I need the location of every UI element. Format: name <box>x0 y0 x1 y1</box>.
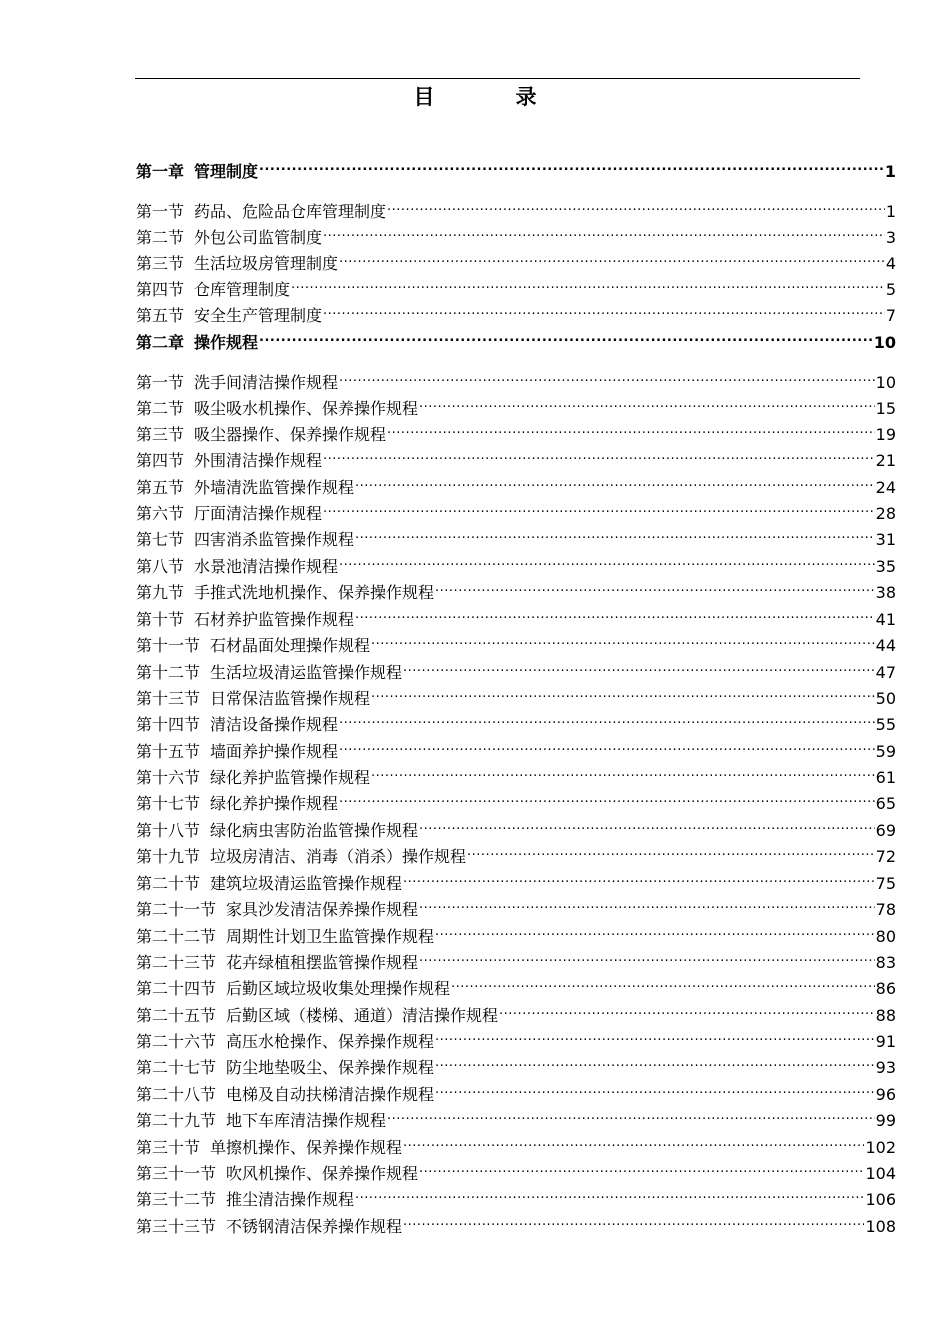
toc-dot-leader <box>419 1157 864 1179</box>
toc-entry-number: 第十三节 <box>136 689 201 708</box>
toc-page-number: 5 <box>885 280 896 299</box>
toc-section-entry[interactable] <box>136 629 896 655</box>
toc-entry-label <box>136 1110 386 1132</box>
toc-section-entry[interactable] <box>136 221 896 247</box>
toc-entry-number: 第三节 <box>136 254 185 273</box>
toc-entry-label <box>136 978 450 1000</box>
toc-entry-label <box>136 714 338 736</box>
toc-page-number: 35 <box>875 557 896 576</box>
toc-dot-leader <box>387 418 875 440</box>
toc-dot-leader <box>371 761 875 783</box>
toc-dot-leader <box>339 366 875 388</box>
toc-dot-leader <box>371 629 875 651</box>
toc-entry-label <box>136 952 418 974</box>
toc-section-entry[interactable] <box>136 273 896 299</box>
toc-page-number: 15 <box>875 399 896 418</box>
toc-entry-label <box>136 820 418 842</box>
toc-section-entry[interactable] <box>136 893 896 919</box>
toc-entry-label <box>136 926 434 948</box>
toc-entry-number: 第十九节 <box>136 847 201 866</box>
toc-entry-number: 第一节 <box>136 202 185 221</box>
toc-section-entry[interactable] <box>136 523 896 549</box>
toc-dot-leader <box>339 787 875 809</box>
toc-section-entry[interactable] <box>136 787 896 813</box>
toc-entry-title: 生活垃圾房管理制度 <box>194 254 339 273</box>
toc-entry-label <box>136 635 370 657</box>
toc-section-entry[interactable] <box>136 1131 896 1157</box>
toc-dot-leader <box>339 735 875 757</box>
toc-entry-title: 外包公司监管制度 <box>194 228 323 247</box>
toc-dot-leader <box>323 299 885 321</box>
toc-dot-leader <box>419 392 875 414</box>
toc-entry-number: 第十五节 <box>136 742 201 761</box>
toc-entry-title: 绿化养护监管操作规程 <box>210 768 371 787</box>
toc-entry-number: 第二十二节 <box>136 927 217 946</box>
toc-entry-number: 第三节 <box>136 425 185 444</box>
toc-page-number: 83 <box>875 953 896 972</box>
toc-page-number: 78 <box>875 900 896 919</box>
toc-dot-leader <box>259 326 873 348</box>
toc-entry-label <box>136 372 338 394</box>
toc-entry-number: 第五节 <box>136 306 185 325</box>
toc-page-number: 96 <box>875 1085 896 1104</box>
toc-page-number: 10 <box>875 373 896 392</box>
toc-entry-number: 第一章 <box>136 162 185 181</box>
toc-section-entry[interactable] <box>136 392 896 418</box>
toc-entry-number: 第十二节 <box>136 663 201 682</box>
toc-entry-label <box>136 253 338 275</box>
toc-entry-number: 第四节 <box>136 451 185 470</box>
toc-entry-number: 第二章 <box>136 333 185 352</box>
toc-section-entry[interactable] <box>136 999 896 1025</box>
toc-section-entry[interactable] <box>136 1078 896 1104</box>
toc-section-entry[interactable] <box>136 576 896 602</box>
toc-entry-number: 第二十六节 <box>136 1032 217 1051</box>
toc-page-number: 3 <box>885 228 896 247</box>
toc-entry-title: 墙面养护操作规程 <box>210 742 339 761</box>
toc-entry-number: 第二十八节 <box>136 1085 217 1104</box>
toc-entry-label <box>136 899 418 921</box>
toc-entry-title: 推尘清洁操作规程 <box>226 1190 355 1209</box>
toc-dot-leader <box>403 656 875 678</box>
toc-dot-leader <box>323 497 875 519</box>
page-title: 目 录 <box>413 85 567 109</box>
toc-section-entry[interactable] <box>136 195 896 221</box>
toc-entry-title: 单擦机操作、保养操作规程 <box>210 1138 403 1157</box>
toc-section-entry[interactable] <box>136 708 896 734</box>
toc-entry-title: 四害消杀监管操作规程 <box>194 530 355 549</box>
toc-entry-title: 绿化病虫害防治监管操作规程 <box>210 821 419 840</box>
toc-entry-label <box>136 741 338 763</box>
toc-entry-label <box>136 201 386 223</box>
toc-entry-title: 绿化养护操作规程 <box>210 794 339 813</box>
toc-entry-number: 第三十二节 <box>136 1190 217 1209</box>
toc-entry-title: 电梯及自动扶梯清洁操作规程 <box>226 1085 435 1104</box>
toc-page-number: 75 <box>875 874 896 893</box>
toc-entry-label <box>136 793 338 815</box>
toc-dot-leader <box>451 972 875 994</box>
toc-section-entry[interactable] <box>136 814 896 840</box>
toc-entry-number: 第二十一节 <box>136 900 217 919</box>
toc-section-entry[interactable] <box>136 471 896 497</box>
toc-entry-number: 第十节 <box>136 610 185 629</box>
toc-dot-leader <box>259 155 884 177</box>
toc-dot-leader <box>371 682 875 704</box>
toc-page-number: 28 <box>875 504 896 523</box>
toc-entry-title: 花卉绿植租摆监管操作规程 <box>226 953 419 972</box>
toc-dot-leader <box>435 576 875 598</box>
toc-entry-label <box>136 332 258 354</box>
toc-page-number: 72 <box>875 847 896 866</box>
toc-entry-label <box>136 1057 434 1079</box>
toc-entry-number: 第十六节 <box>136 768 201 787</box>
toc-dot-leader <box>339 708 875 730</box>
toc-section-entry[interactable] <box>136 656 896 682</box>
toc-page-number: 59 <box>875 742 896 761</box>
toc-entry-number: 第十七节 <box>136 794 201 813</box>
toc-entry-label <box>136 556 338 578</box>
toc-page-number: 102 <box>865 1138 896 1157</box>
toc-entry-title: 手推式洗地机操作、保养操作规程 <box>194 583 435 602</box>
toc-entry-label <box>136 1005 498 1027</box>
toc-section-entry[interactable] <box>136 1025 896 1051</box>
toc-entry-label <box>136 305 322 327</box>
toc-dot-leader <box>403 867 875 889</box>
toc-section-entry[interactable] <box>136 1210 896 1236</box>
toc-entry-title: 洗手间清洁操作规程 <box>194 373 339 392</box>
toc-entry-number: 第四节 <box>136 280 185 299</box>
toc-entry-number: 第三十三节 <box>136 1217 217 1236</box>
toc-entry-label <box>136 1031 434 1053</box>
toc-entry-title: 后勤区域（楼梯、通道）清洁操作规程 <box>226 1006 499 1025</box>
toc-entry-number: 第二十节 <box>136 874 201 893</box>
toc-dot-leader <box>403 1131 864 1153</box>
toc-section-entry[interactable] <box>136 735 896 761</box>
toc-entry-label <box>136 688 370 710</box>
toc-entry-title: 药品、危险品仓库管理制度 <box>194 202 387 221</box>
toc-entry-label <box>136 279 290 301</box>
toc-entry-label <box>136 227 322 249</box>
toc-entry-title: 管理制度 <box>194 162 259 181</box>
toc-entry-number: 第十一节 <box>136 636 201 655</box>
toc-page-number: 47 <box>875 663 896 682</box>
toc-entry-label <box>136 1189 354 1211</box>
toc-entry-title: 外围清洁操作规程 <box>194 451 323 470</box>
toc-section-entry[interactable] <box>136 444 896 470</box>
toc-entry-label <box>136 161 258 183</box>
toc-entry-title: 建筑垃圾清运监管操作规程 <box>210 874 403 893</box>
toc-entry-title: 外墙清洗监管操作规程 <box>194 478 355 497</box>
toc-entry-title: 吸尘器操作、保养操作规程 <box>194 425 387 444</box>
toc-page-number: 7 <box>885 306 896 325</box>
toc-section-entry[interactable] <box>136 1183 896 1209</box>
toc-page-number: 1 <box>884 162 896 181</box>
toc-entry-label <box>136 477 354 499</box>
toc-page-number: 106 <box>865 1190 896 1209</box>
toc-section-entry[interactable] <box>136 497 896 523</box>
toc-page-number: 44 <box>875 636 896 655</box>
toc-entry-label <box>136 1084 434 1106</box>
toc-entry-title: 垃圾房清洁、消毒（消杀）操作规程 <box>210 847 467 866</box>
toc-page-number: 21 <box>875 451 896 470</box>
toc-entry-label <box>136 767 370 789</box>
toc-section-entry[interactable] <box>136 603 896 629</box>
toc-section-entry[interactable] <box>136 299 896 325</box>
toc-section-entry[interactable] <box>136 418 896 444</box>
toc-section-entry[interactable] <box>136 1157 896 1183</box>
toc-entry-label <box>136 609 354 631</box>
toc-dot-leader <box>499 999 875 1021</box>
toc-entry-label <box>136 529 354 551</box>
toc-entry-number: 第十四节 <box>136 715 201 734</box>
toc-page-number: 108 <box>865 1217 896 1236</box>
toc-page-number: 99 <box>875 1111 896 1130</box>
toc-entry-number: 第二节 <box>136 228 185 247</box>
toc-entry-title: 后勤区域垃圾收集处理操作规程 <box>226 979 451 998</box>
toc-dot-leader <box>435 1078 875 1100</box>
toc-dot-leader <box>467 840 875 862</box>
toc-entry-number: 第三十节 <box>136 1138 201 1157</box>
toc-entry-label <box>136 1163 418 1185</box>
toc-entry-number: 第十八节 <box>136 821 201 840</box>
toc-page-number: 1 <box>885 202 896 221</box>
toc-entry-number: 第二十七节 <box>136 1058 217 1077</box>
toc-dot-leader <box>355 603 875 625</box>
toc-entry-title: 家具沙发清洁保养操作规程 <box>226 900 419 919</box>
toc-entry-number: 第二十五节 <box>136 1006 217 1025</box>
toc-dot-leader <box>291 273 885 295</box>
toc-entry-label <box>136 662 402 684</box>
toc-entry-label <box>136 424 386 446</box>
toc-dot-leader <box>323 444 875 466</box>
toc-entry-label <box>136 1137 402 1159</box>
toc-chapter-entry[interactable] <box>136 155 896 181</box>
toc-dot-leader <box>355 523 875 545</box>
toc-section-entry[interactable] <box>136 840 896 866</box>
toc-page-number: 65 <box>875 794 896 813</box>
toc-entry-number: 第二十三节 <box>136 953 217 972</box>
toc-entry-title: 石材晶面处理操作规程 <box>210 636 371 655</box>
toc-section-entry[interactable] <box>136 366 896 392</box>
toc-entry-number: 第二十九节 <box>136 1111 217 1130</box>
toc-entry-number: 第二十四节 <box>136 979 217 998</box>
toc-entry-title: 日常保洁监管操作规程 <box>210 689 371 708</box>
toc-section-entry[interactable] <box>136 682 896 708</box>
toc-dot-leader <box>387 1104 875 1126</box>
toc-section-entry[interactable] <box>136 867 896 893</box>
toc-page-number: 93 <box>875 1058 896 1077</box>
toc-page-number: 10 <box>873 333 896 352</box>
toc-page-number: 80 <box>875 927 896 946</box>
toc-page-number: 38 <box>875 583 896 602</box>
toc-entry-label <box>136 582 434 604</box>
toc-entry-number: 第五节 <box>136 478 185 497</box>
toc-entry-number: 第七节 <box>136 530 185 549</box>
toc-entry-label <box>136 398 418 420</box>
toc-page-number: 91 <box>875 1032 896 1051</box>
toc-page-number: 50 <box>875 689 896 708</box>
toc-dot-leader <box>355 471 875 493</box>
toc-section-entry[interactable] <box>136 761 896 787</box>
toc-entry-title: 周期性计划卫生监管操作规程 <box>226 927 435 946</box>
toc-page-number: 4 <box>885 254 896 273</box>
toc-entry-label <box>136 873 402 895</box>
toc-page-number: 86 <box>875 979 896 998</box>
toc-entry-number: 第六节 <box>136 504 185 523</box>
header-rule <box>135 78 860 79</box>
toc-page-number: 24 <box>875 478 896 497</box>
toc-dot-leader <box>435 1025 875 1047</box>
toc-entry-title: 石材养护监管操作规程 <box>194 610 355 629</box>
toc-entry-label <box>136 846 466 868</box>
toc-entry-title: 不锈钢清洁保养操作规程 <box>226 1217 403 1236</box>
toc-entry-title: 吹风机操作、保养操作规程 <box>226 1164 419 1183</box>
toc-entry-title: 高压水枪操作、保养操作规程 <box>226 1032 435 1051</box>
toc-section-entry[interactable] <box>136 920 896 946</box>
toc-section-entry[interactable] <box>136 946 896 972</box>
toc-entry-label <box>136 1216 402 1238</box>
toc-entry-number: 第二节 <box>136 399 185 418</box>
toc-dot-leader <box>323 221 885 243</box>
toc-page-number: 88 <box>875 1006 896 1025</box>
toc-dot-leader <box>339 247 885 269</box>
toc-entry-title: 防尘地垫吸尘、保养操作规程 <box>226 1058 435 1077</box>
toc-chapter-entry[interactable] <box>136 326 896 352</box>
toc-entry-title: 仓库管理制度 <box>194 280 291 299</box>
toc-dot-leader <box>419 893 875 915</box>
toc-section-entry[interactable] <box>136 247 896 273</box>
toc-dot-leader <box>419 946 875 968</box>
toc-entry-title: 厅面清洁操作规程 <box>194 504 323 523</box>
toc-entry-title: 地下车库清洁操作规程 <box>226 1111 387 1130</box>
toc-dot-leader <box>435 1051 875 1073</box>
toc-section-entry[interactable] <box>136 1104 896 1130</box>
toc-section-entry[interactable] <box>136 972 896 998</box>
toc-page-number: 19 <box>875 425 896 444</box>
toc-entry-number: 第三十一节 <box>136 1164 217 1183</box>
toc-entry-title: 水景池清洁操作规程 <box>194 557 339 576</box>
toc-section-entry[interactable] <box>136 550 896 576</box>
toc-page-number: 69 <box>875 821 896 840</box>
toc-dot-leader <box>339 550 875 572</box>
toc-entry-title: 清洁设备操作规程 <box>210 715 339 734</box>
toc-entry-label <box>136 450 322 472</box>
toc-entry-number: 第一节 <box>136 373 185 392</box>
toc-page-number: 41 <box>875 610 896 629</box>
toc-page-number: 55 <box>875 715 896 734</box>
toc-entry-number: 第九节 <box>136 583 185 602</box>
toc-dot-leader <box>403 1210 864 1232</box>
toc-section-entry[interactable] <box>136 1051 896 1077</box>
toc-dot-leader <box>435 920 875 942</box>
toc-entry-title: 生活垃圾清运监管操作规程 <box>210 663 403 682</box>
toc-dot-leader <box>419 814 875 836</box>
toc-entry-title: 吸尘吸水机操作、保养操作规程 <box>194 399 419 418</box>
toc-entry-label <box>136 503 322 525</box>
toc-dot-leader <box>387 195 885 217</box>
toc-entry-title: 操作规程 <box>194 333 259 352</box>
toc-page-number: 104 <box>865 1164 896 1183</box>
toc-entry-title: 安全生产管理制度 <box>194 306 323 325</box>
toc-page-number: 61 <box>875 768 896 787</box>
toc-dot-leader <box>355 1183 864 1205</box>
toc-entry-number: 第八节 <box>136 557 185 576</box>
toc-page-number: 31 <box>875 530 896 549</box>
